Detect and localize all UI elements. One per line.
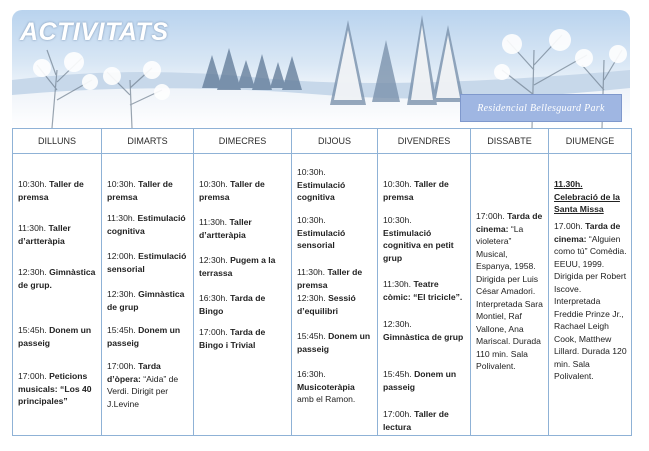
day-column-dijous — [291, 128, 377, 436]
day-column-divendres — [377, 128, 470, 436]
day-column-dimarts — [101, 128, 193, 436]
weekly-schedule — [12, 128, 632, 436]
day-header: DIVENDRES — [378, 128, 470, 154]
activity-entry: 12:30h. Gimnàstica de grup. — [18, 267, 96, 290]
day-header: DILLUNS — [13, 128, 101, 154]
day-column-dissabte — [470, 128, 548, 436]
activity-entry: 10:30h. Taller de premsa — [18, 179, 84, 202]
activity-entry: 17:00h. Tarda de cinema: “La violetera” Musical, Espanya, 1958. Dirigida per Luis César Amadori. Interpretada Sara Montiel, Raf Vallone, Ana Mariscal. Durada 110 min. Sala Polivalent. — [476, 211, 543, 371]
activity-entry: 11:30h. Taller de premsa — [297, 267, 363, 290]
day-header: DISSABTE — [471, 128, 548, 154]
activity-entry: 17:00h. Peticions musicals: “Los 40 principales” — [18, 371, 92, 406]
activity-entry: 10:30h. Estimulació cognitiva — [297, 167, 346, 202]
activity-entry: 17.00h. Tarda de cinema: “Alguien como tú” Comèdia. EEUU, 1999. Dirigida per Robert Iscove. Interpretada Freddie Prinze Jr., Rachael Leigh Cook, Matthew Lillard. Durada 120 min. Sala Polivalent. — [554, 221, 627, 381]
activity-entry: 12:30h. Sessió d’equilibri — [297, 293, 356, 316]
activity-entry: 10:30h. Estimulació cognitiva en petit grup — [383, 215, 454, 263]
activity-entry: 15:45h. Donem un passeig — [383, 369, 457, 392]
activity-entry: 10:30h. Taller de premsa — [199, 179, 265, 202]
day-header: DIJOUS — [292, 128, 377, 154]
activity-entry: 11:30h. Taller d’artteràpia — [18, 223, 71, 246]
activity-entry: 10:30h. Estimulació sensorial — [297, 215, 346, 250]
activity-entry: 12:00h. Estimulació sensorial — [107, 251, 187, 274]
day-column-dimecres — [193, 128, 291, 436]
day-header: DIUMENGE — [549, 128, 631, 154]
activity-entry: 10:30h. Taller de premsa — [383, 179, 449, 202]
day-column-diumenge — [548, 128, 632, 436]
day-header: DIMARTS — [102, 128, 193, 154]
logo-text: Residencial Bellesguard Park — [477, 102, 605, 114]
activity-entry: 12:30h. Pugem a la terrassa — [199, 255, 276, 278]
activity-entry: 16:30h. Tarda de Bingo — [199, 293, 266, 316]
day-header: DIMECRES — [194, 128, 291, 154]
activity-entry: 12:30h. Gimnàstica de grup — [107, 289, 185, 312]
activity-entry: 11:30h. Estimulació cognitiva — [107, 213, 186, 236]
activity-entry: 17:00h. Taller de lectura — [383, 409, 449, 432]
activity-entry: 15:45h. Donem un passeig — [18, 325, 92, 348]
activity-entry: 15:45h. Donem un passeig — [107, 325, 181, 348]
activity-entry: 16:30h. Musicoteràpia amb el Ramon. — [297, 369, 356, 404]
page-title: ACTIVITATS — [20, 18, 169, 46]
residence-logo — [460, 94, 622, 122]
activity-entry: 15:45h. Donem un passeig — [297, 331, 371, 354]
activity-entry: 11:30h. Teatre còmic: “El tricicle”. — [383, 279, 463, 302]
activity-entry: 11:30h. Taller d’artteràpia — [199, 217, 252, 240]
winter-banner — [12, 10, 630, 128]
activity-entry: 10:30h. Taller de premsa — [107, 179, 173, 202]
activity-entry: 12:30h. Gimnàstica de grup — [383, 319, 464, 342]
activity-entry: 11.30h. Celebració de la Santa Missa — [554, 179, 620, 214]
activity-entry: 17:00h. Tarda d’òpera: “Aida” de Verdi. Dirigit per J.Levine — [107, 361, 179, 409]
day-column-dilluns — [12, 128, 101, 436]
activity-entry: 17:00h. Tarda de Bingo i Trivial — [199, 327, 266, 350]
